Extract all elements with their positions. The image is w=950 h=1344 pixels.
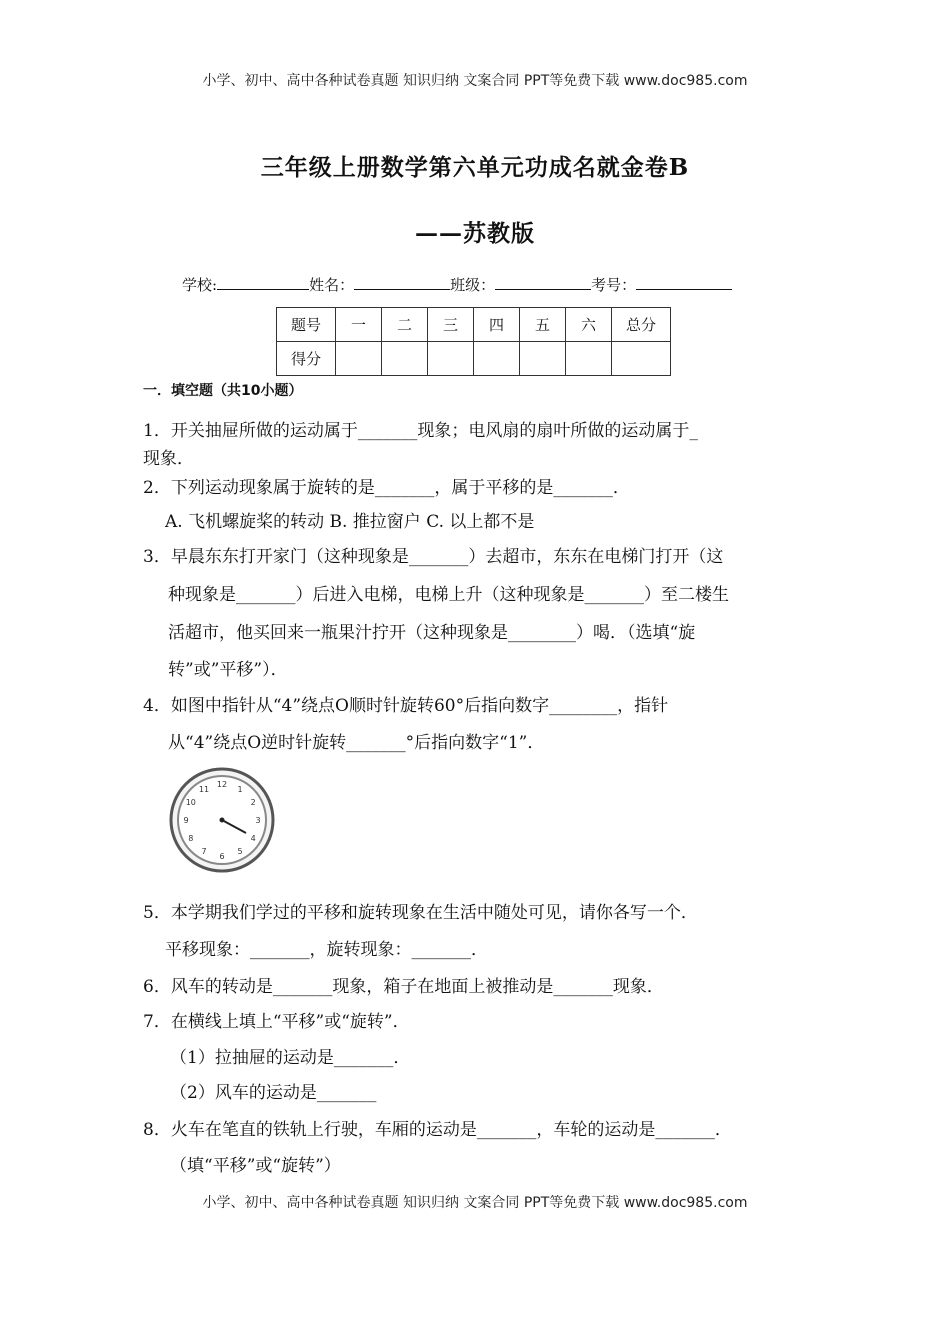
clock-number: 3 xyxy=(255,816,261,825)
table-header-cell: 三 xyxy=(428,308,474,342)
table-header-cell: 题号 xyxy=(277,308,336,342)
clock-number: 1 xyxy=(237,784,243,794)
question-line: （1）拉抽屉的运动是_______． xyxy=(170,1048,411,1068)
clock-number: 11 xyxy=(198,784,210,794)
table-row-label: 得分 xyxy=(277,342,336,376)
clock-number: 6 xyxy=(219,852,225,861)
clock-number: 7 xyxy=(201,847,207,857)
question-line: 从“4”绕点O逆时针旋转_______°后指向数字“1”． xyxy=(168,733,545,753)
page-footer: 小学、初中、高中各种试卷真题 知识归纳 文案合同 PPT等免费下载 www.doc985.com xyxy=(202,1195,748,1211)
score-cell[interactable] xyxy=(474,342,520,376)
name-blank[interactable] xyxy=(354,273,450,290)
clock-number: 10 xyxy=(185,798,196,807)
question-line: （填“平移”或“旋转”） xyxy=(170,1156,341,1176)
school-label: 学校: xyxy=(182,276,218,294)
clock-number: 9 xyxy=(183,816,189,825)
question-line: 7．在横线上填上“平移”或“旋转”． xyxy=(143,1012,410,1032)
question-options: A. 飞机螺旋桨的转动 B. 推拉窗户 C. 以上都不是 xyxy=(165,512,535,532)
question-line: 2．下列运动现象属于旋转的是_______，属于平移的是_______． xyxy=(143,478,630,498)
class-label: 班级： xyxy=(450,276,496,294)
score-cell[interactable] xyxy=(520,342,566,376)
question-line: 转”或”平移”）． xyxy=(168,660,288,680)
question-line: 1．开关抽屉所做的运动属于_______现象；电风扇的扇叶所做的运动属于_ xyxy=(143,421,698,441)
score-table xyxy=(276,307,671,376)
document-title: 三年级上册数学第六单元功成名就金卷B xyxy=(260,154,690,181)
student-info-row xyxy=(182,273,732,296)
question-line: 平移现象：_______，旋转现象：_______． xyxy=(165,940,488,960)
document-subtitle: ——苏教版 xyxy=(415,220,535,247)
table-row xyxy=(277,342,671,376)
question-line: 3．早晨东东打开家门（这种现象是_______）去超市，东东在电梯门打开（这 xyxy=(143,547,724,567)
table-row xyxy=(277,308,671,342)
clock-number: 8 xyxy=(188,834,194,843)
page-header: 小学、初中、高中各种试卷真题 知识归纳 文案合同 PPT等免费下载 www.doc985.com xyxy=(202,73,748,89)
clock-center xyxy=(220,818,225,823)
score-cell[interactable] xyxy=(566,342,612,376)
section-heading: 一．填空题（共10小题） xyxy=(143,383,303,399)
clock-number: 5 xyxy=(237,847,243,857)
question-line: 5．本学期我们学过的平移和旋转现象在生活中随处可见，请你各写一个． xyxy=(143,903,698,923)
score-cell[interactable] xyxy=(612,342,671,376)
question-line: （2）风车的运动是_______ xyxy=(170,1083,377,1103)
question-line: 8．火车在笔直的铁轨上行驶，车厢的运动是_______，车轮的运动是_______． xyxy=(143,1120,732,1140)
table-header-cell: 四 xyxy=(474,308,520,342)
clock-number: 4 xyxy=(250,834,256,843)
table-header-cell: 二 xyxy=(382,308,428,342)
question-line: 6．风车的转动是_______现象，箱子在地面上被推动是_______现象． xyxy=(143,977,664,997)
table-header-cell: 一 xyxy=(336,308,382,342)
name-label: 姓名： xyxy=(309,276,355,294)
school-blank[interactable] xyxy=(217,273,309,290)
table-header-cell: 五 xyxy=(520,308,566,342)
question-line: 活超市，他买回来一瓶果汁拧开（这种现象是________）喝．（选填“旋 xyxy=(168,623,696,643)
score-cell[interactable] xyxy=(382,342,428,376)
question-line: 4．如图中指针从“4”绕点O顺时针旋转60°后指向数字________，指针 xyxy=(143,696,669,716)
number-blank[interactable] xyxy=(636,273,732,290)
class-blank[interactable] xyxy=(495,273,591,290)
table-header-cell: 总分 xyxy=(612,308,671,342)
clock-figure xyxy=(168,766,276,874)
score-cell[interactable] xyxy=(428,342,474,376)
clock-number: 12 xyxy=(216,780,228,789)
question-line: 现象． xyxy=(143,449,194,469)
number-label: 考号： xyxy=(591,276,637,294)
clock-number: 2 xyxy=(250,798,256,807)
score-cell[interactable] xyxy=(336,342,382,376)
table-header-cell: 六 xyxy=(566,308,612,342)
question-line: 种现象是_______）后进入电梯，电梯上升（这种现象是_______）至二楼生 xyxy=(168,585,729,605)
